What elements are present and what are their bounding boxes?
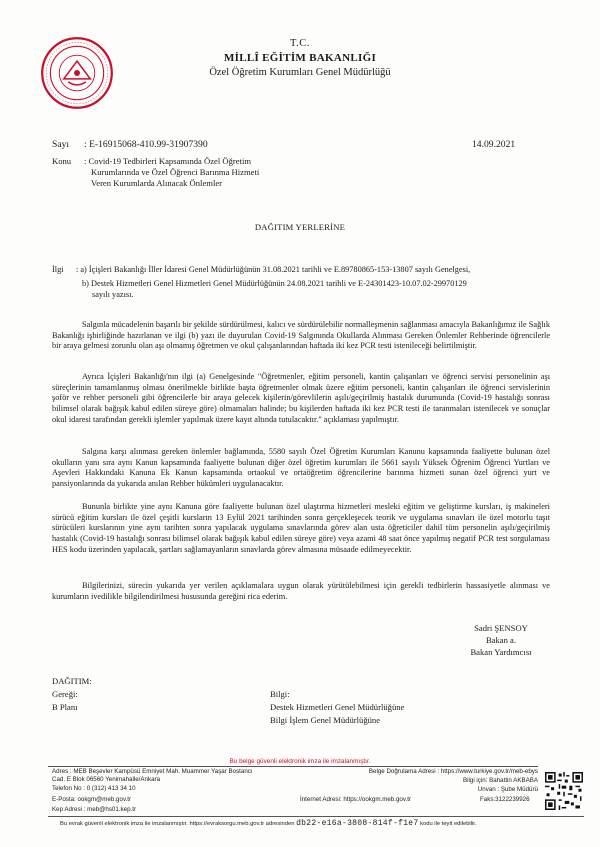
signatory-title: Bakan Yardımcısı: [470, 647, 532, 657]
paragraph-2: Ayrıca İçişleri Bakanlığı'nın ilgi (a) Genelgesinde "Öğretmenler, eğitim personeli, kantin çalışanları ve öğrenci servisi personelinin aşı süreçlerinin tamamlanmış olması önerilmekle birlikte başta öğretmenler olmak üzere eğitim personeli, kantin çalışanları ile öğrenci servislerinin şoför ve rehber personeli gibi öğrencilerle bir araya gelecek kişilerin/görevlilerin aşılı/geçirilmiş hastalık durumunda (Covid-19 hastalığı sonrası bilimsel olarak bağışık kabul edilen süreye göre) olmamaları halinde; bu kişilerden haftada iki kez PCR testi ile taranmaları istenilecek ve sonuçlar okul idaresi tarafından gerekli işlemler yapılmak üzere kayıt altında tutulacaktır." açıklaması yapılmıştır.: [52, 372, 550, 424]
konu-line-2: Kurumlarında ve Özel Öğrenci Barınma Hizmeti: [91, 167, 260, 177]
verification-line: [60, 820, 580, 828]
ilgi-b-line-1: b) Destek Hizmetleri Genel Hizmetleri Genel Müdürlüğünün 24.08.2021 tarihli ve E-24301423-10.07.02-29970129: [82, 279, 467, 288]
document-date: 14.09.2021: [472, 139, 516, 150]
footer-contact-person: Bilgi için: Bahattin AKBABA: [463, 777, 538, 784]
verification-suffix: kodu ile teyit edilebilir.: [420, 821, 477, 827]
konu-line-1: : Covid-19 Tedbirleri Kapsamında Özel Öğretim: [84, 156, 252, 166]
header-tc: T.C.: [290, 38, 310, 49]
sayi-value: : E-16915068-410.99-31907390: [84, 139, 208, 150]
footer-divider: [48, 766, 538, 767]
paragraph-1: Salgınla mücadelenin başarılı bir şekilde sürdürülmesi, kalıcı ve sürdürülebilir normalleşmenin sağlanması amacıyla Bakanlığımız ile Sağlık Bakanlığı işbirliğinde hazırlanan ve ilgi (b) yazı ile duyurulan Covid-19 Salgınında Okullarda Alınması Gereken Önlemler Rehberinde öğrencilerle bir araya gelmesi zorunlu olan aşı olmamış öğretmen ve okul çalışanlarından haftada iki kez PCR testi istenileceği belirtilmiştir.: [52, 320, 550, 351]
header-ministry: MİLLÎ EĞİTİM BAKANLIĞI: [223, 52, 377, 64]
header-directorate: Özel Öğretim Kurumları Genel Müdürlüğü: [209, 67, 391, 78]
signatory-name: Sadri ŞENSOY: [474, 623, 528, 633]
footer-fax: Faks:3122239926: [480, 796, 530, 803]
distribution-title: DAĞITIM YERLERİNE: [254, 222, 346, 232]
footer-contact-title: Unvan : Şube Müdürü: [477, 786, 538, 793]
footer-kep: Kep Adresi : meb@hs01.kep.tr: [52, 806, 137, 813]
bilgi-label: Bilgi:: [270, 689, 290, 699]
footer-address-1: Adres : MEB Beşevler Kampüsü Emniyet Mah. Muammer Yaşar Bostancı: [52, 768, 253, 775]
footer-address-2: Cad. E Blok 06560 Yenimahalle/Ankara: [52, 776, 161, 783]
paragraph-4: Bununla birlikte yine aynı Kanuna göre faaliyette bulunan özel ulaştırma hizmetleri mesleki eğitim ve geliştirme kursları, iş makineleri sürücü eğitim kursları ile özel çeşitli kursların 13 Eylül 2021 tarihinden sonra gerçekleşecek teorik ve uygulama sınavları ile özel motorlu taşıt sürücüleri kurslarının yine aynı tarihten sonra yapılacak uygulama sınavlarında görev alan usta öğreticiler dahil tüm personelin aşılı/geçirilmiş hastalık (Covid-19 hastalığı sonrası bilimsel olarak bağışık kabul edilen süreye göre) veya azami 48 saat önce yapılmış negatif PCR test sorgulaması HES kodu üzerinden yapılacak, şartları sağlamayanların sınavlarda görev almasına müsaade edilmeyecektir.: [52, 502, 550, 554]
paragraph-3: Salgına karşı alınması gereken önlemler bağlamında, 5580 sayılı Özel Öğretim Kurumları Kanunu kapsamında faaliyette bulunan özel okulların yanı sıra aynı Kanun kapsamında faaliyette bulunan diğer özel öğretim kurumları ile 5661 sayılı Yüksek Öğrenim Öğrenci Yurtları ve Aşevleri Hakkındaki Kanuna Ek Kanun kapsamında ortaokul ve ortaöğretim öğrencilerine barınma hizmeti sunan özel öğrenci yurt ve pansiyonlarında da yukarıda anılan Rehber hükümleri uygulanacaktır.: [52, 447, 550, 489]
footer-phone: Telefon No : 0 (312) 413 34 10: [52, 785, 136, 792]
signatory-delegation: Bakan a.: [485, 635, 517, 645]
footer-divider-2: [48, 816, 584, 817]
gereg-value: B Planı: [52, 702, 78, 712]
footer-verify-address: Belge Doğrulama Adresi : https://www.turkiye.gov.tr/meb-ebys: [368, 768, 538, 775]
ilgi-label: İlgi: [52, 265, 64, 274]
ilgi-b-line-2: sayılı yazısı.: [92, 290, 134, 299]
ilgi-a: : a) İçişleri Bakanlığı İller İdaresi Genel Müdürlüğünün 31.08.2021 tarihli ve E.89780865-153-13807 sayılı Genelgesi,: [76, 265, 471, 274]
gereg-label: Gereği:: [52, 689, 78, 699]
bilgi-item-2: Bilgi İşlem Genel Müdürlüğüne: [270, 715, 381, 725]
paragraph-5: Bilgilerinizi, sürecin yukarıda yer verilen açıklamalara uygun olarak yürütülebilmesi için gerekli tedbirlerin hassasiyetle alınması ve kurumların ivedilikle bilgilendirilmesi hususunda gereğini rica ederim.: [52, 581, 550, 601]
verification-code: db22-e16a-3808-814f-f1e7: [296, 819, 419, 828]
verification-prefix: Bu evrak güvenli elektronik imza ile imzalanmıştır. https://evraksorgu.meb.gov.tr adresinden: [60, 821, 295, 827]
sayi-label: Sayı: [52, 139, 70, 150]
konu-line-3: Veren Kurumlarda Alınacak Önlemler: [91, 178, 223, 188]
footer-email: E-Posta: ookgm@meb.gov.tr: [52, 796, 132, 803]
konu-label: Konu: [52, 156, 72, 166]
dagitim-title: DAĞITIM:: [52, 676, 92, 686]
footer-internet: İnternet Adresi: https://ookgm.meb.gov.tr: [300, 796, 411, 803]
esign-notice: Bu belge güvenli elektronik imza ile imzalanmıştır.: [229, 758, 371, 765]
verification-qr-icon: [545, 772, 583, 810]
bilgi-item-1: Destek Hizmetleri Genel Müdürlüğüne: [270, 702, 405, 712]
